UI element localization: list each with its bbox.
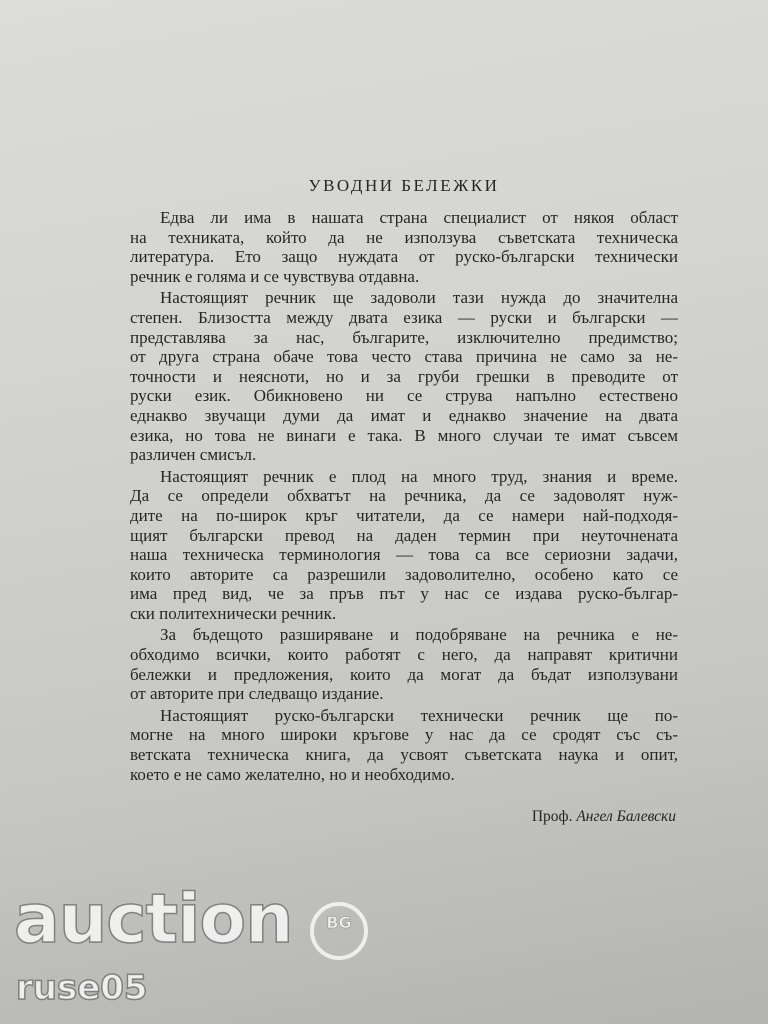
paragraph — [130, 208, 678, 286]
page-title: УВОДНИ БЕЛЕЖКИ — [308, 176, 500, 195]
paragraph — [130, 625, 678, 703]
text-line: ски политехнически речник. — [130, 603, 337, 623]
text-line: различен смисъл. — [130, 445, 257, 465]
text-line: което е не само желателно, но и необходимо. — [130, 764, 455, 784]
text-line: от авторите при следващо издание. — [130, 684, 384, 704]
text-line: За бъдещото разширяване и подобряване на речника е не- — [160, 625, 678, 645]
text-line: Настоящият руско-български технически речник ще по- — [160, 705, 678, 725]
text-line: Едва ли има в нашата страна специалист от някоя област — [160, 208, 678, 227]
body-text — [130, 208, 678, 786]
text-line: дите на по-широк кръг читатели, да се намери най-подходя- — [130, 505, 678, 525]
text-line: ветската техническа книга, да усвоят съветската наука и опит, — [130, 745, 678, 765]
signature-prefix: Проф. — [531, 808, 573, 825]
text-line: Да се определи обхватът на речника, да се задоволят нуж- — [130, 486, 678, 506]
signature — [532, 808, 676, 826]
text-line: степен. Близостта между двата езика — руски и български — — [130, 307, 678, 327]
text-line: Настоящият речник ще задоволи тази нужда до значителна — [160, 288, 678, 308]
text-line: точности и неясноти, но и за груби грешки в преводите от — [130, 366, 678, 386]
text-line: представлява за нас, българите, изключително предимство; — [130, 327, 678, 347]
text-line: Настоящият речник е плод на много труд, знания и време. — [160, 466, 678, 486]
text-line: руски език. Обикновено ни се струва напълно естествено — [130, 386, 678, 406]
text-line: езика, но това не винаги е така. В много случаи те имат съвсем — [130, 425, 678, 445]
text-line: наша техническа терминология — това са все сериозни задачи, — [130, 545, 678, 565]
text-line: литература. Ето защо нуждата от руско-български технически — [130, 247, 678, 267]
watermark-user: ruse05 — [16, 968, 148, 1008]
text-line: бележки и предложения, които да могат да бъдат използувани — [130, 664, 678, 684]
paragraph — [130, 467, 678, 624]
text-line: щият български превод на даден термин при неуточнената — [130, 525, 678, 545]
text-line: еднакво звучащи думи да имат и еднакво значение на двата — [130, 405, 678, 425]
text-line: речник е голяма и се чувствува отдавна. — [130, 266, 420, 286]
watermark — [14, 880, 352, 1008]
text-line: има пред вид, че за пръв път у нас се издава руско-българ- — [130, 584, 678, 604]
text-line: които авторите са разрешили задоволително, особено като се — [130, 564, 678, 584]
text-line: могне на много широки кръгове у нас да се сродят със съ- — [130, 725, 678, 745]
text-line: на техниката, който да не използува съветската техническа — [130, 227, 678, 247]
signature-name: Ангел Балевски — [576, 808, 676, 825]
paragraph — [130, 706, 678, 784]
watermark-brand: auction — [14, 880, 293, 959]
paragraph — [130, 288, 678, 464]
text-line: от друга страна обаче това често става причина не само за не- — [130, 347, 678, 367]
text-line: обходимо всички, които работят с него, да направят критични — [130, 645, 678, 665]
watermark-badge: BG — [310, 902, 368, 960]
